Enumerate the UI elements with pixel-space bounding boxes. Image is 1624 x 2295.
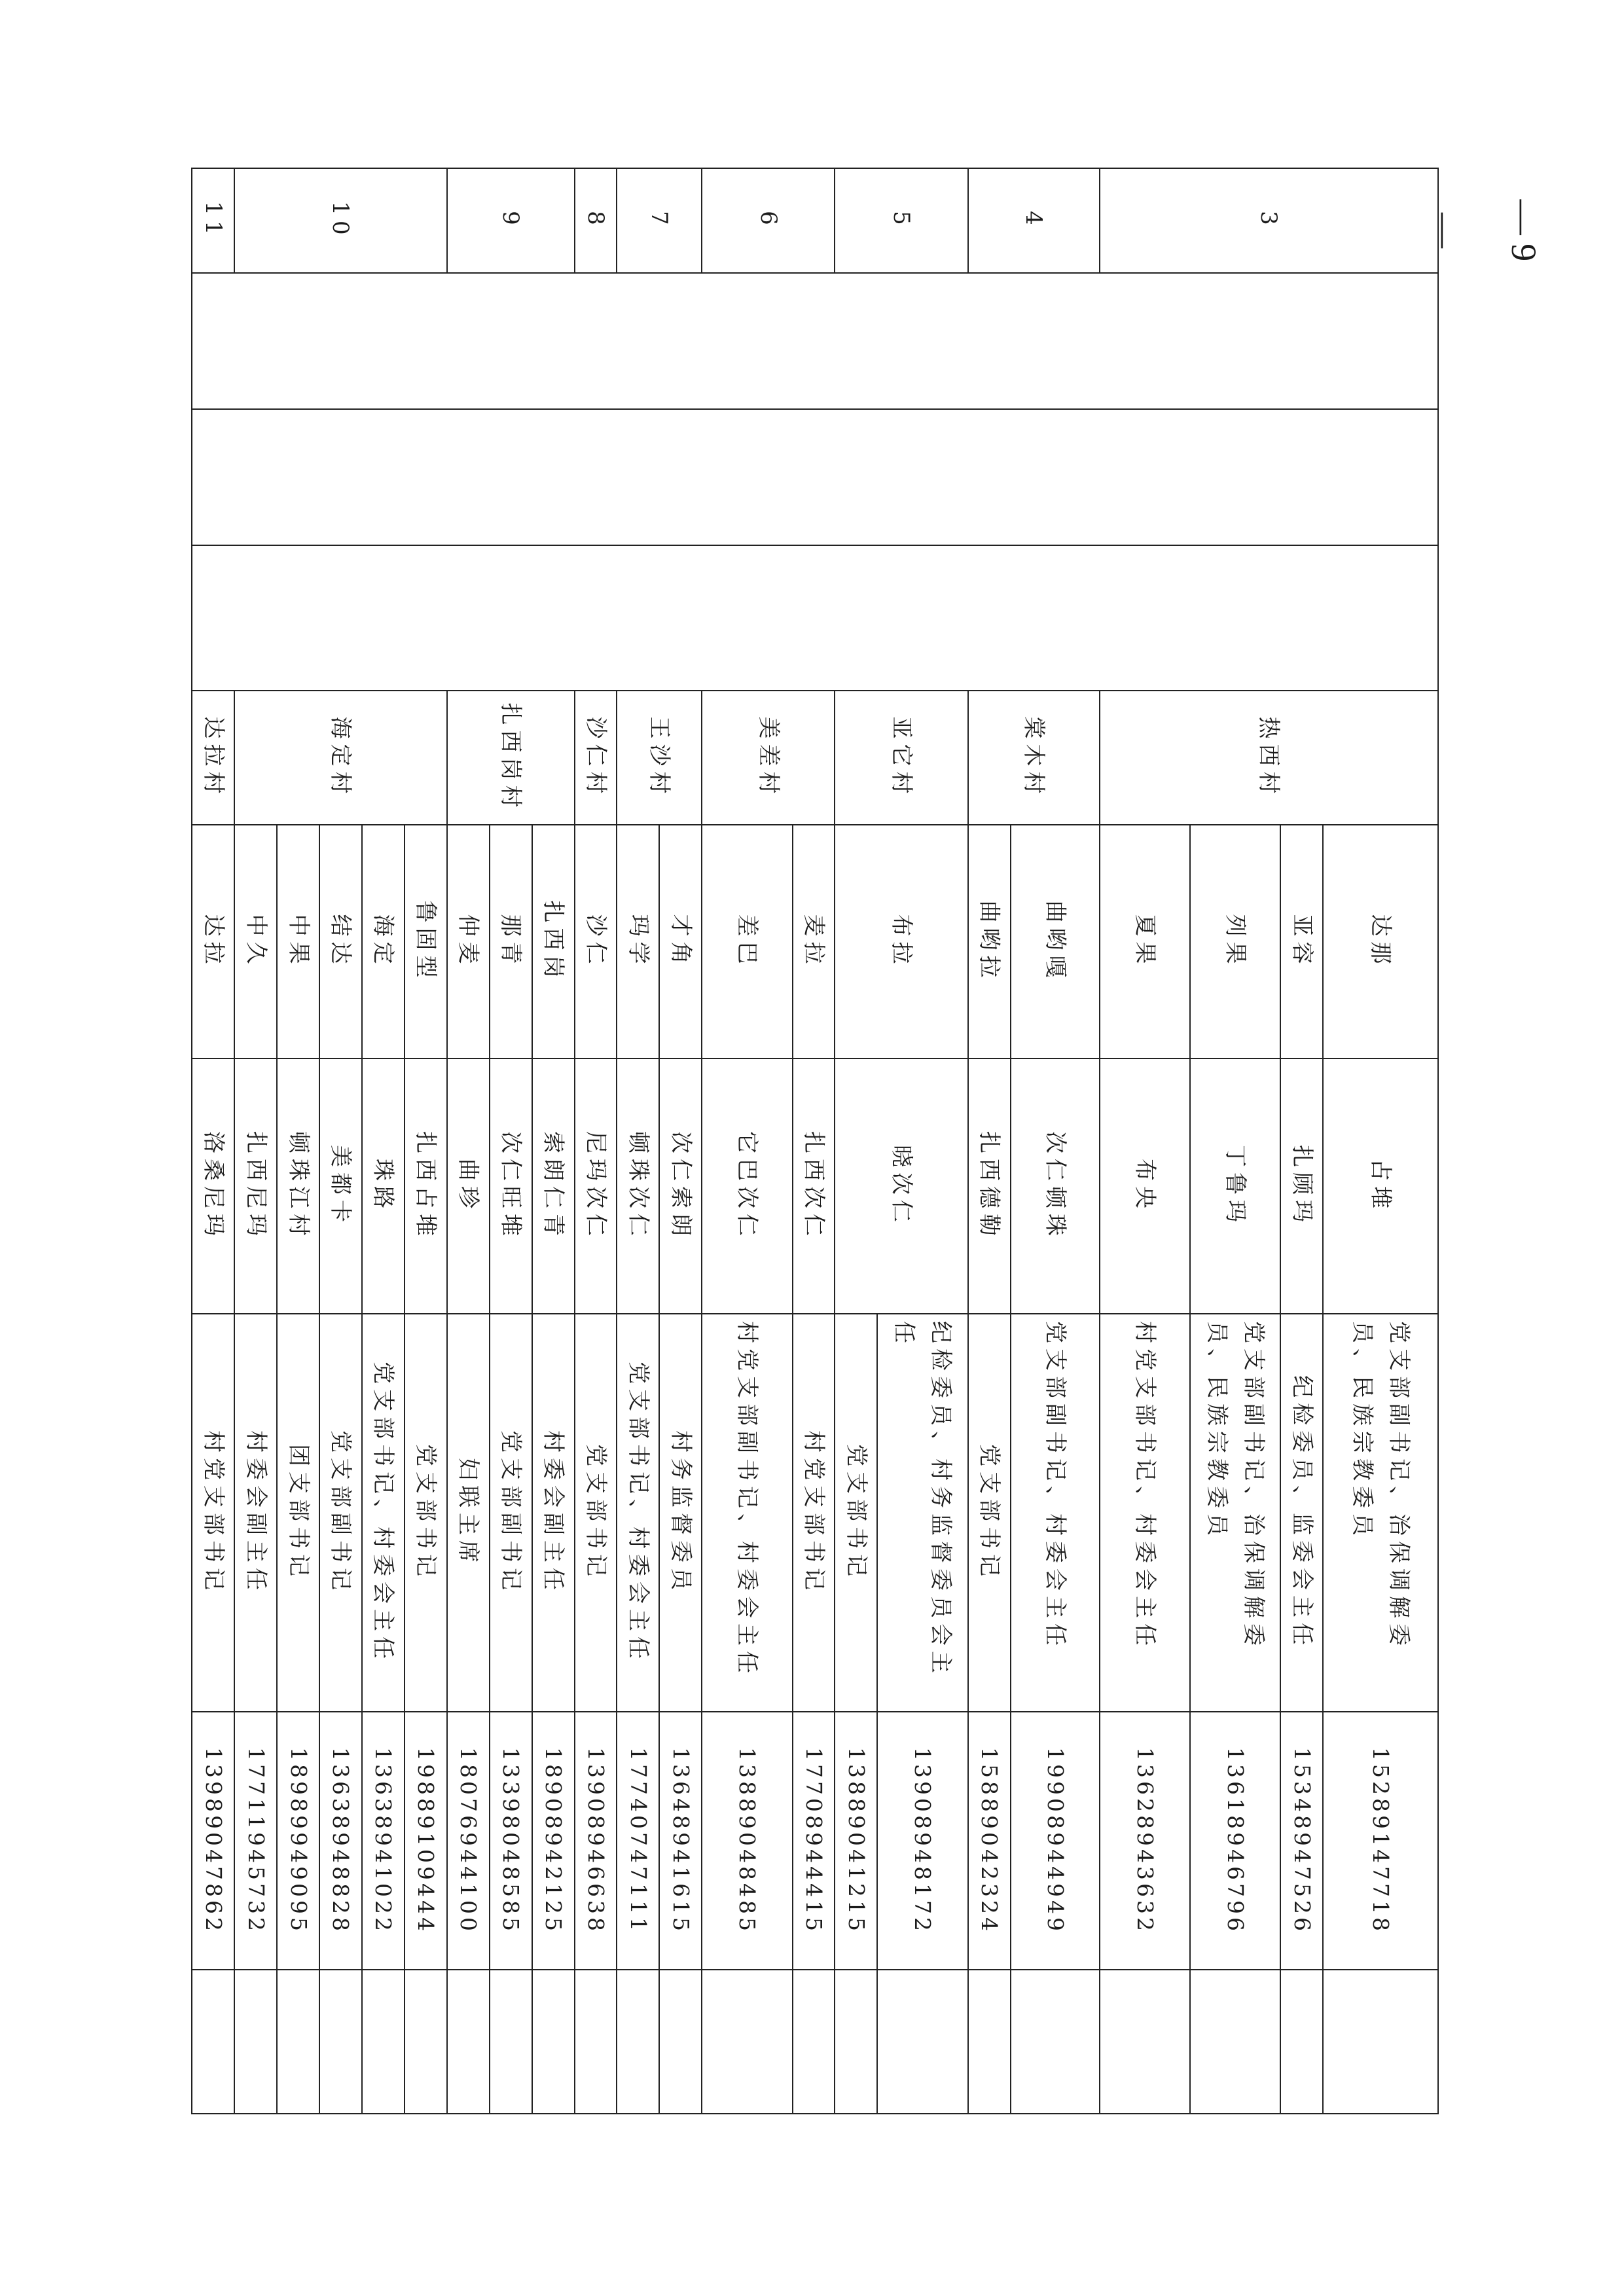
blank-cell [192,409,1438,545]
village-name: 沙仁村 [575,691,617,825]
natural-village: 仲麦 [447,825,490,1058]
person-name: 扎西次仁 [793,1058,835,1314]
position-text: 党支部副书记 [319,1314,362,1712]
blank-cell [968,1970,1011,2114]
natural-village: 海定 [362,825,405,1058]
natural-village: 夏果 [1100,825,1190,1058]
blank-cell [447,1970,490,2114]
person-name: 洛桑尼玛 [192,1058,234,1314]
blank-cell [1190,1970,1280,2114]
blank-cell [362,1970,405,2114]
position-text: 团支部书记 [277,1314,319,1712]
person-name: 美都卡 [319,1058,362,1314]
blank-cell [490,1970,532,2114]
blank-cell [192,273,1438,409]
blank-cell [1100,1970,1190,2114]
natural-village: 结达 [319,825,362,1058]
position-text: 党支部书记 [968,1314,1011,1712]
phone-number: 13628943632 [1100,1712,1190,1970]
blank-cell [192,1970,234,2114]
phone-number: 13618946796 [1190,1712,1280,1970]
page-number: — 9 — [1426,199,1543,262]
blank-cell [277,1970,319,2114]
position-text: 纪检委员、村务监督委员会主任 [877,1314,967,1712]
table-row [1323,168,1438,2114]
position-text: 村委会副主任 [234,1314,277,1712]
person-name: 次仁旺堆 [490,1058,532,1314]
phone-number: 13889048485 [702,1712,792,1970]
phone-number: 17708944415 [793,1712,835,1970]
village-name: 海定村 [234,691,447,825]
position-text: 党支部副书记 [490,1314,532,1712]
person-name: 占堆 [1323,1058,1438,1314]
natural-village: 扎西岗 [532,825,575,1058]
phone-number: 15889042324 [968,1712,1011,1970]
blank-cell [617,1970,659,2114]
phone-number: 17711945732 [234,1712,277,1970]
natural-village: 亚容 [1280,825,1323,1058]
blank-cell [1323,1970,1438,2114]
phone-number: 13908948172 [877,1712,967,1970]
phone-number: 13889041215 [835,1712,877,1970]
blank-cell [702,1970,792,2114]
position-text: 党支部副书记、村委会主任 [1011,1314,1100,1712]
person-name: 它巴次仁 [702,1058,792,1314]
blank-cell [835,1970,877,2114]
phone-number: 15348947526 [1280,1712,1323,1970]
blank-cell [877,1970,967,2114]
person-name: 顿珠江村 [277,1058,319,1314]
natural-village: 达拉 [192,825,234,1058]
natural-village: 鲁固型 [405,825,447,1058]
village-name: 热西村 [1100,691,1438,825]
village-name: 扎西岗村 [447,691,575,825]
phone-number: 13908946638 [575,1712,617,1970]
position-text: 纪检委员、监委会主任 [1280,1314,1323,1712]
natural-village: 沙仁 [575,825,617,1058]
position-text: 党支部副书记、治保调解委员、民族宗教委员 [1190,1314,1280,1712]
position-text: 村党支部书记 [793,1314,835,1712]
person-name: 扎顾玛 [1280,1058,1323,1314]
position-text: 党支部书记 [575,1314,617,1712]
natural-village: 列果 [1190,825,1280,1058]
village-name: 美差村 [702,691,835,825]
village-name: 亚它村 [835,691,967,825]
phone-number: 18076944100 [447,1712,490,1970]
row-number: 11 [192,168,234,273]
village-name: 王沙村 [617,691,702,825]
phone-number: 18908942125 [532,1712,575,1970]
person-name: 次仁顿珠 [1011,1058,1100,1314]
natural-village: 差巴 [702,825,792,1058]
blank-cell [659,1970,702,2114]
row-number: 10 [234,168,447,273]
phone-number: 18989949095 [277,1712,319,1970]
rotated-table-container [191,168,1439,2113]
position-text: 党支部书记 [405,1314,447,1712]
person-name: 布央 [1100,1058,1190,1314]
position-text: 村党支部书记、村委会主任 [1100,1314,1190,1712]
position-text: 党支部书记、村委会主任 [617,1314,659,1712]
position-text: 村党支部书记 [192,1314,234,1712]
position-text: 村委会副主任 [532,1314,575,1712]
phone-number: 19908944949 [1011,1712,1100,1970]
natural-village: 玛学 [617,825,659,1058]
position-text: 党支部书记 [835,1314,877,1712]
person-name: 扎西占堆 [405,1058,447,1314]
row-number: 7 [617,168,702,273]
person-name: 曲珍 [447,1058,490,1314]
natural-village: 那青 [490,825,532,1058]
position-text: 党支部副书记、治保调解委员、民族宗教委员 [1323,1314,1438,1712]
person-name: 扎西尼玛 [234,1058,277,1314]
blank-cell [319,1970,362,2114]
phone-number: 19889109444 [405,1712,447,1970]
person-name: 丁鲁玛 [1190,1058,1280,1314]
natural-village: 布拉 [835,825,967,1058]
person-name: 晓次仁 [835,1058,967,1314]
village-contact-table [191,168,1439,2114]
natural-village: 中久 [234,825,277,1058]
phone-number: 13648941615 [659,1712,702,1970]
natural-village: 中果 [277,825,319,1058]
person-name: 扎西德勒 [968,1058,1011,1314]
position-text: 党支部书记、村委会主任 [362,1314,405,1712]
row-number: 5 [835,168,967,273]
natural-village: 曲哟嘎 [1011,825,1100,1058]
row-number: 3 [1100,168,1438,273]
row-number: 6 [702,168,835,273]
position-text: 妇联主席 [447,1314,490,1712]
village-name: 棠木村 [968,691,1100,825]
natural-village: 才角 [659,825,702,1058]
person-name: 顿珠次仁 [617,1058,659,1314]
row-number: 8 [575,168,617,273]
blank-cell [1280,1970,1323,2114]
phone-number: 13638948828 [319,1712,362,1970]
position-text: 村务监督委员 [659,1314,702,1712]
blank-cell [532,1970,575,2114]
blank-cell [192,545,1438,691]
row-number: 9 [447,168,575,273]
row-number: 4 [968,168,1100,273]
phone-number: 13989047862 [192,1712,234,1970]
phone-number: 13398048585 [490,1712,532,1970]
natural-village: 达那 [1323,825,1438,1058]
phone-number: 17740747111 [617,1712,659,1970]
village-name: 达拉村 [192,691,234,825]
natural-village: 麦拉 [793,825,835,1058]
blank-cell [793,1970,835,2114]
blank-cell [405,1970,447,2114]
person-name: 尼玛次仁 [575,1058,617,1314]
person-name: 次仁索朗 [659,1058,702,1314]
blank-cell [234,1970,277,2114]
blank-cell [1011,1970,1100,2114]
person-name: 珠路 [362,1058,405,1314]
person-name: 索朗仁青 [532,1058,575,1314]
phone-number: 13638941022 [362,1712,405,1970]
natural-village: 曲哟拉 [968,825,1011,1058]
phone-number: 15289147718 [1323,1712,1438,1970]
blank-cell [575,1970,617,2114]
position-text: 村党支部副书记、村委会主任 [702,1314,792,1712]
